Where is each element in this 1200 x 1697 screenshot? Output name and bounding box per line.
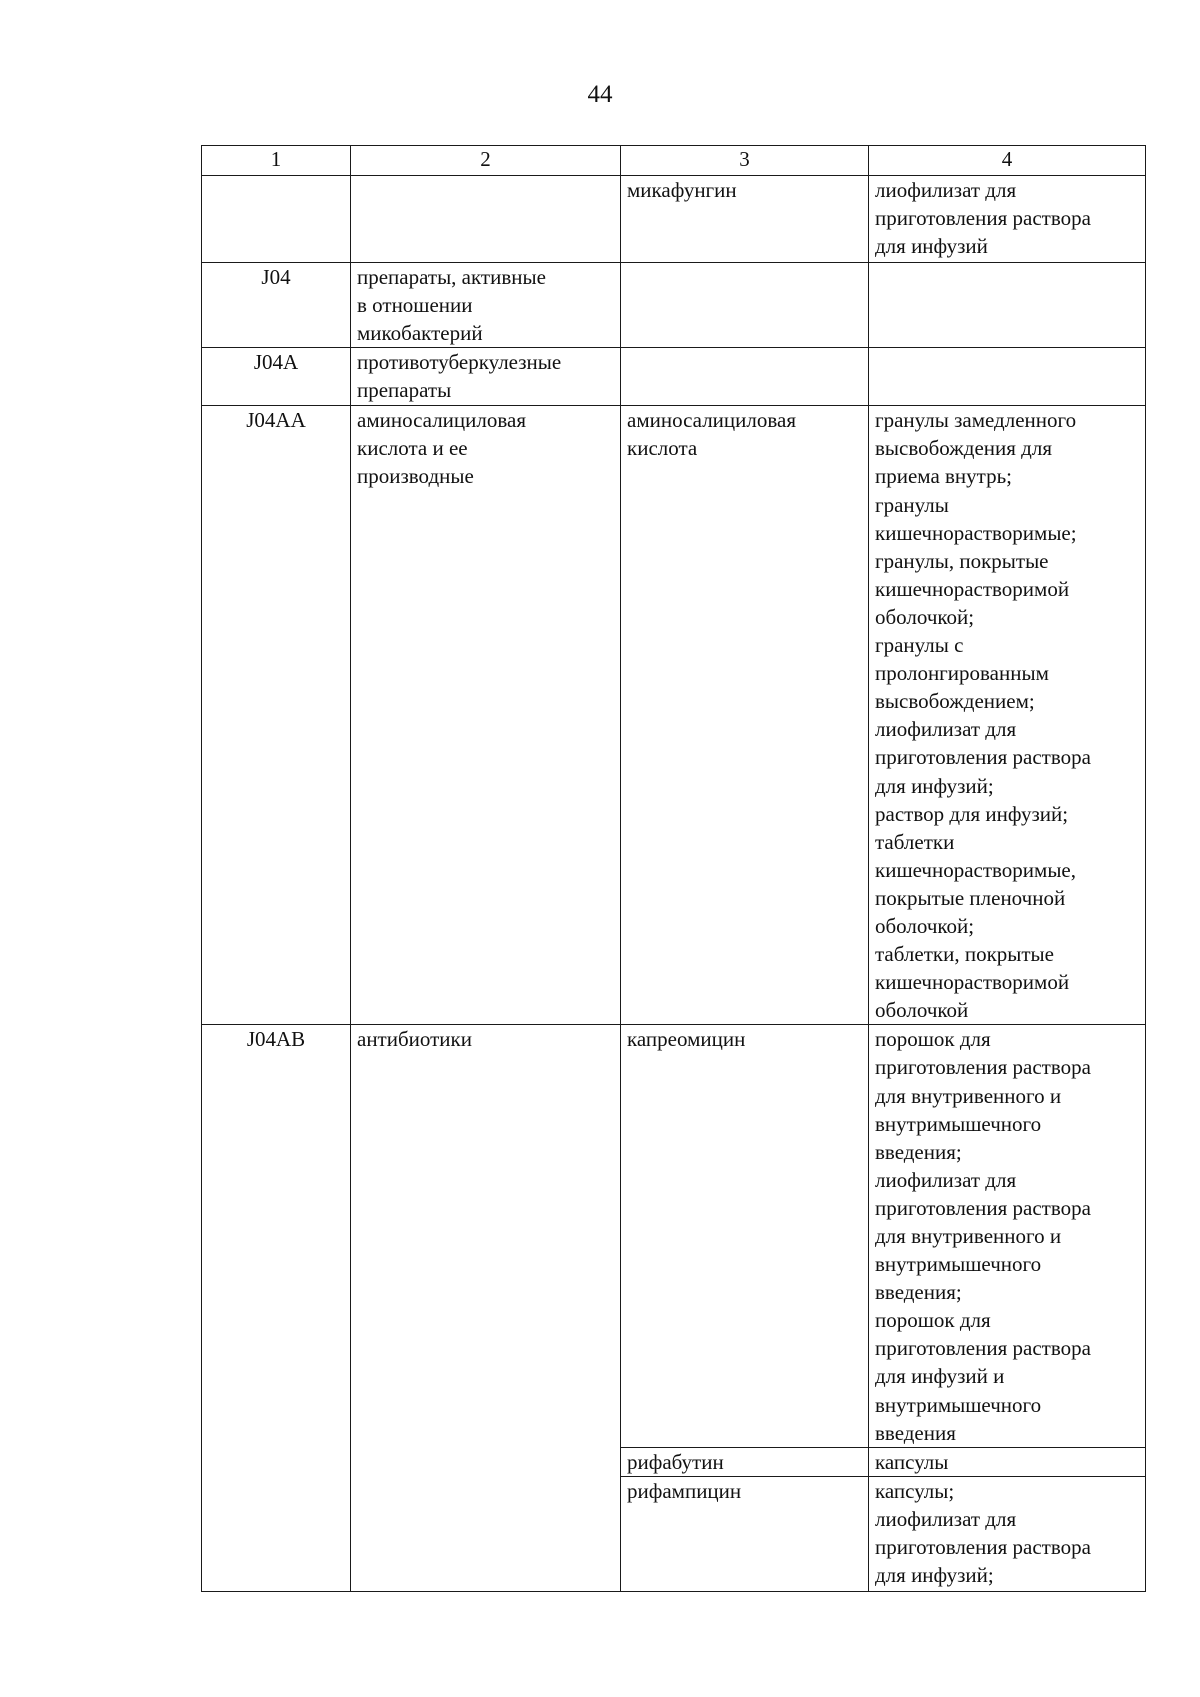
cell-text-line: для внутривенного и [875,1224,1062,1248]
cell-text-line: приготовления раствора [875,1055,1091,1080]
drug-name-cell [621,176,869,263]
cell-text-line: аминосалициловая [627,408,796,433]
cell-text-line: гранулы, покрытые [875,548,1049,573]
cell-text-line: капсулы; [875,1478,955,1503]
drug-name-cell [621,1025,869,1447]
cell-text-line: кишечнорастворимой [875,970,1070,995]
cell-text-line: лиофилизат для [875,717,1017,742]
atc-group-cell [351,176,621,263]
table-row [202,176,1146,263]
drug-name-cell [621,1447,869,1476]
column-number-row [202,146,1146,176]
cell-text-line: раствор для инфузий; [875,801,1069,826]
dosage-form-cell [869,176,1146,263]
cell-text-line: покрытые пленочной [875,885,1066,910]
cell-text-line: аминосалициловая [357,408,526,433]
dosage-form-cell [869,406,1146,1025]
cell-text-line: порошок для [875,1027,991,1052]
column-number: 3 [621,146,869,176]
cell-text-line: капреомицин [627,1027,746,1052]
cell-text-line: приготовления раствора [875,1535,1091,1560]
cell-text-line: производные [357,464,474,489]
column-number: 1 [202,146,351,176]
cell-text-line: антибиотики [357,1027,472,1052]
column-number: 4 [869,146,1146,176]
cell-text-line: приготовления раствора [875,1195,1091,1220]
dosage-form-cell [869,348,1146,406]
atc-code-cell: J04AA [202,406,351,1025]
cell-text-line: микафунгин [627,178,737,202]
atc-group-cell [351,263,621,348]
atc-code-cell [202,176,351,263]
cell-text-line: рифампицин [627,1478,742,1503]
cell-text-line: препараты [357,378,452,403]
drug-name-cell [621,1476,869,1591]
cell-text-line: высвобождения для [875,436,1053,461]
cell-text-line: для инфузий; [875,773,994,798]
page-number: 44 [587,81,613,108]
cell-text-line: для инфузий; [875,1563,994,1588]
cell-text-line: гранулы с [875,633,964,658]
table-row [202,348,1146,406]
cell-text-line: порошок для [875,1308,991,1333]
dosage-form-cell [869,263,1146,348]
cell-text-line: оболочкой [875,998,969,1023]
cell-text-line: для инфузий и [875,1364,1005,1389]
cell-text-line: в отношении [357,293,473,318]
cell-text-line: лиофилизат для [875,178,1017,202]
table-row [202,406,1146,1025]
drug-name-cell [621,406,869,1025]
cell-text-line: введения; [875,1139,962,1164]
table-row [202,263,1146,348]
atc-group-cell [351,1025,621,1592]
drug-name-cell [621,263,869,348]
table-row [202,1025,1146,1447]
cell-text-line: для инфузий [875,234,988,259]
cell-text-line: приготовления раствора [875,745,1091,770]
atc-code-cell: J04A [202,348,351,406]
cell-text-line: микобактерий [357,321,483,346]
cell-text-line: оболочкой; [875,604,975,629]
cell-text-line: препараты, активные [357,265,546,289]
cell-text-line: приготовления раствора [875,206,1091,231]
column-number: 2 [351,146,621,176]
cell-text-line: оболочкой; [875,913,975,938]
cell-text-line: рифабутин [627,1449,724,1474]
atc-group-cell [351,348,621,406]
cell-text-line: гранулы замедленного [875,408,1077,433]
cell-text-line: внутримышечного [875,1111,1042,1136]
atc-group-cell [351,406,621,1025]
cell-text-line: гранулы [875,492,949,517]
atc-code-cell: J04AB [202,1025,351,1592]
cell-text-line: для внутривенного и [875,1083,1062,1108]
cell-text-line: таблетки [875,829,955,854]
cell-text-line: приготовления раствора [875,1336,1091,1361]
dosage-form-cell [869,1476,1146,1591]
cell-text-line: противотуберкулезные [357,350,562,375]
cell-text-line: кишечнорастворимые; [875,520,1077,545]
cell-text-line: кислота и ее [357,436,468,461]
cell-text-line: введения [875,1420,956,1445]
cell-text-line: введения; [875,1280,962,1305]
dosage-form-cell [869,1025,1146,1447]
cell-text-line: кишечнорастворимой [875,576,1070,601]
drug-table [201,145,1146,1592]
dosage-form-cell [869,1447,1146,1476]
cell-text-line: лиофилизат для [875,1167,1017,1192]
cell-text-line: внутримышечного [875,1252,1042,1277]
atc-code-cell: J04 [202,263,351,348]
cell-text-line: приема внутрь; [875,464,1013,489]
cell-text-line: кислота [627,436,698,461]
drug-name-cell [621,348,869,406]
cell-text-line: лиофилизат для [875,1506,1017,1531]
cell-text-line: пролонгированным [875,661,1049,686]
cell-text-line: внутримышечного [875,1392,1042,1417]
cell-text-line: кишечнорастворимые, [875,857,1077,882]
cell-text-line: высвобождением; [875,689,1035,714]
cell-text-line: капсулы [875,1449,949,1474]
cell-text-line: таблетки, покрытые [875,942,1054,967]
